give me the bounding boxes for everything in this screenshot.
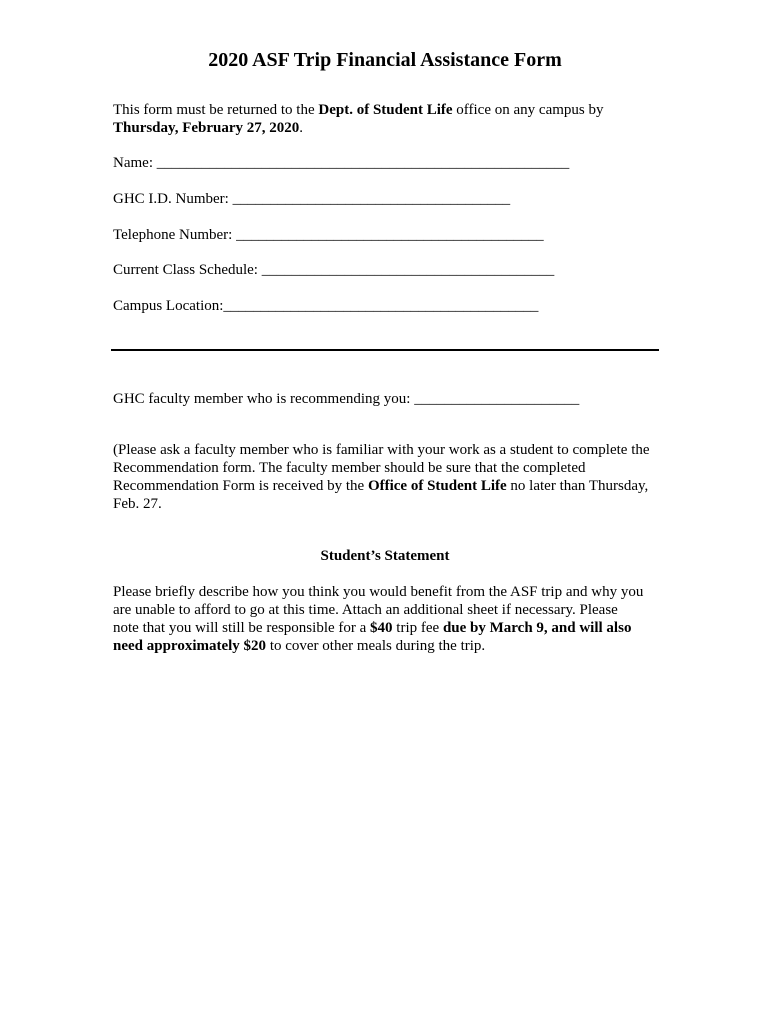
statement-line-1: Please briefly describe how you think you would benefit from the ASF trip and why you	[113, 584, 644, 600]
intro-deadline: Thursday, February 27, 2020	[113, 120, 300, 136]
section-divider	[111, 349, 659, 351]
name-blank[interactable]: _______________________________________________________	[156, 155, 570, 171]
note-office-name: Office of Student Life	[367, 478, 507, 494]
campus-location-field[interactable]	[113, 297, 538, 315]
statement-line-3-cont: trip fee	[392, 620, 443, 636]
telephone-blank[interactable]: _________________________________________	[236, 227, 544, 243]
intro-period: .	[299, 120, 304, 136]
intro-paragraph	[113, 101, 658, 137]
statement-line-3: note that you will still be responsible for a	[113, 620, 371, 636]
faculty-recommender-blank[interactable]: ______________________	[414, 391, 580, 407]
statement-line-2: are unable to afford to go at this time. Attach an additional sheet if necessary. Please	[113, 602, 618, 618]
note-line-3: Recommendation Form is received by the	[113, 478, 368, 494]
page-title: 2020 ASF Trip Financial Assistance Form	[208, 49, 562, 71]
campus-location-blank[interactable]: __________________________________________	[223, 298, 539, 314]
class-schedule-label: Current Class Schedule:	[113, 262, 262, 278]
note-line-3-cont: no later than Thursday,	[506, 478, 649, 494]
id-number-field[interactable]	[113, 190, 510, 208]
statement-line-4: to cover other meals during the trip.	[266, 638, 486, 654]
faculty-recommender-field[interactable]	[113, 390, 579, 408]
name-field[interactable]	[113, 154, 569, 172]
statement-instructions	[113, 583, 658, 655]
telephone-label: Telephone Number:	[113, 227, 237, 243]
telephone-field[interactable]	[113, 226, 544, 244]
statement-heading: Student’s Statement	[320, 548, 450, 564]
recommendation-note	[113, 441, 658, 513]
note-line-2: Recommendation form. The faculty member should be sure that the completed	[113, 460, 586, 476]
class-schedule-blank[interactable]: _______________________________________	[261, 262, 555, 278]
id-number-label: GHC I.D. Number:	[113, 191, 233, 207]
meal-cost-amount: need approximately $20	[113, 638, 267, 654]
faculty-recommender-label: GHC faculty member who is recommending you:	[113, 391, 415, 407]
statement-response-area[interactable]	[113, 668, 658, 988]
intro-text-cont: office on any campus by	[452, 102, 604, 118]
fee-due-date: due by March 9, and will also	[442, 620, 632, 636]
name-label: Name:	[113, 155, 157, 171]
note-line-4: Feb. 27.	[113, 496, 162, 512]
campus-location-label: Campus Location:	[113, 298, 224, 314]
class-schedule-field[interactable]	[113, 261, 554, 279]
id-number-blank[interactable]: _____________________________________	[232, 191, 511, 207]
trip-fee-amount: $40	[370, 620, 393, 636]
note-line-1: (Please ask a faculty member who is familiar with your work as a student to complete the	[113, 442, 650, 458]
intro-text: This form must be returned to the	[113, 102, 319, 118]
intro-dept-name: Dept. of Student Life	[318, 102, 453, 118]
